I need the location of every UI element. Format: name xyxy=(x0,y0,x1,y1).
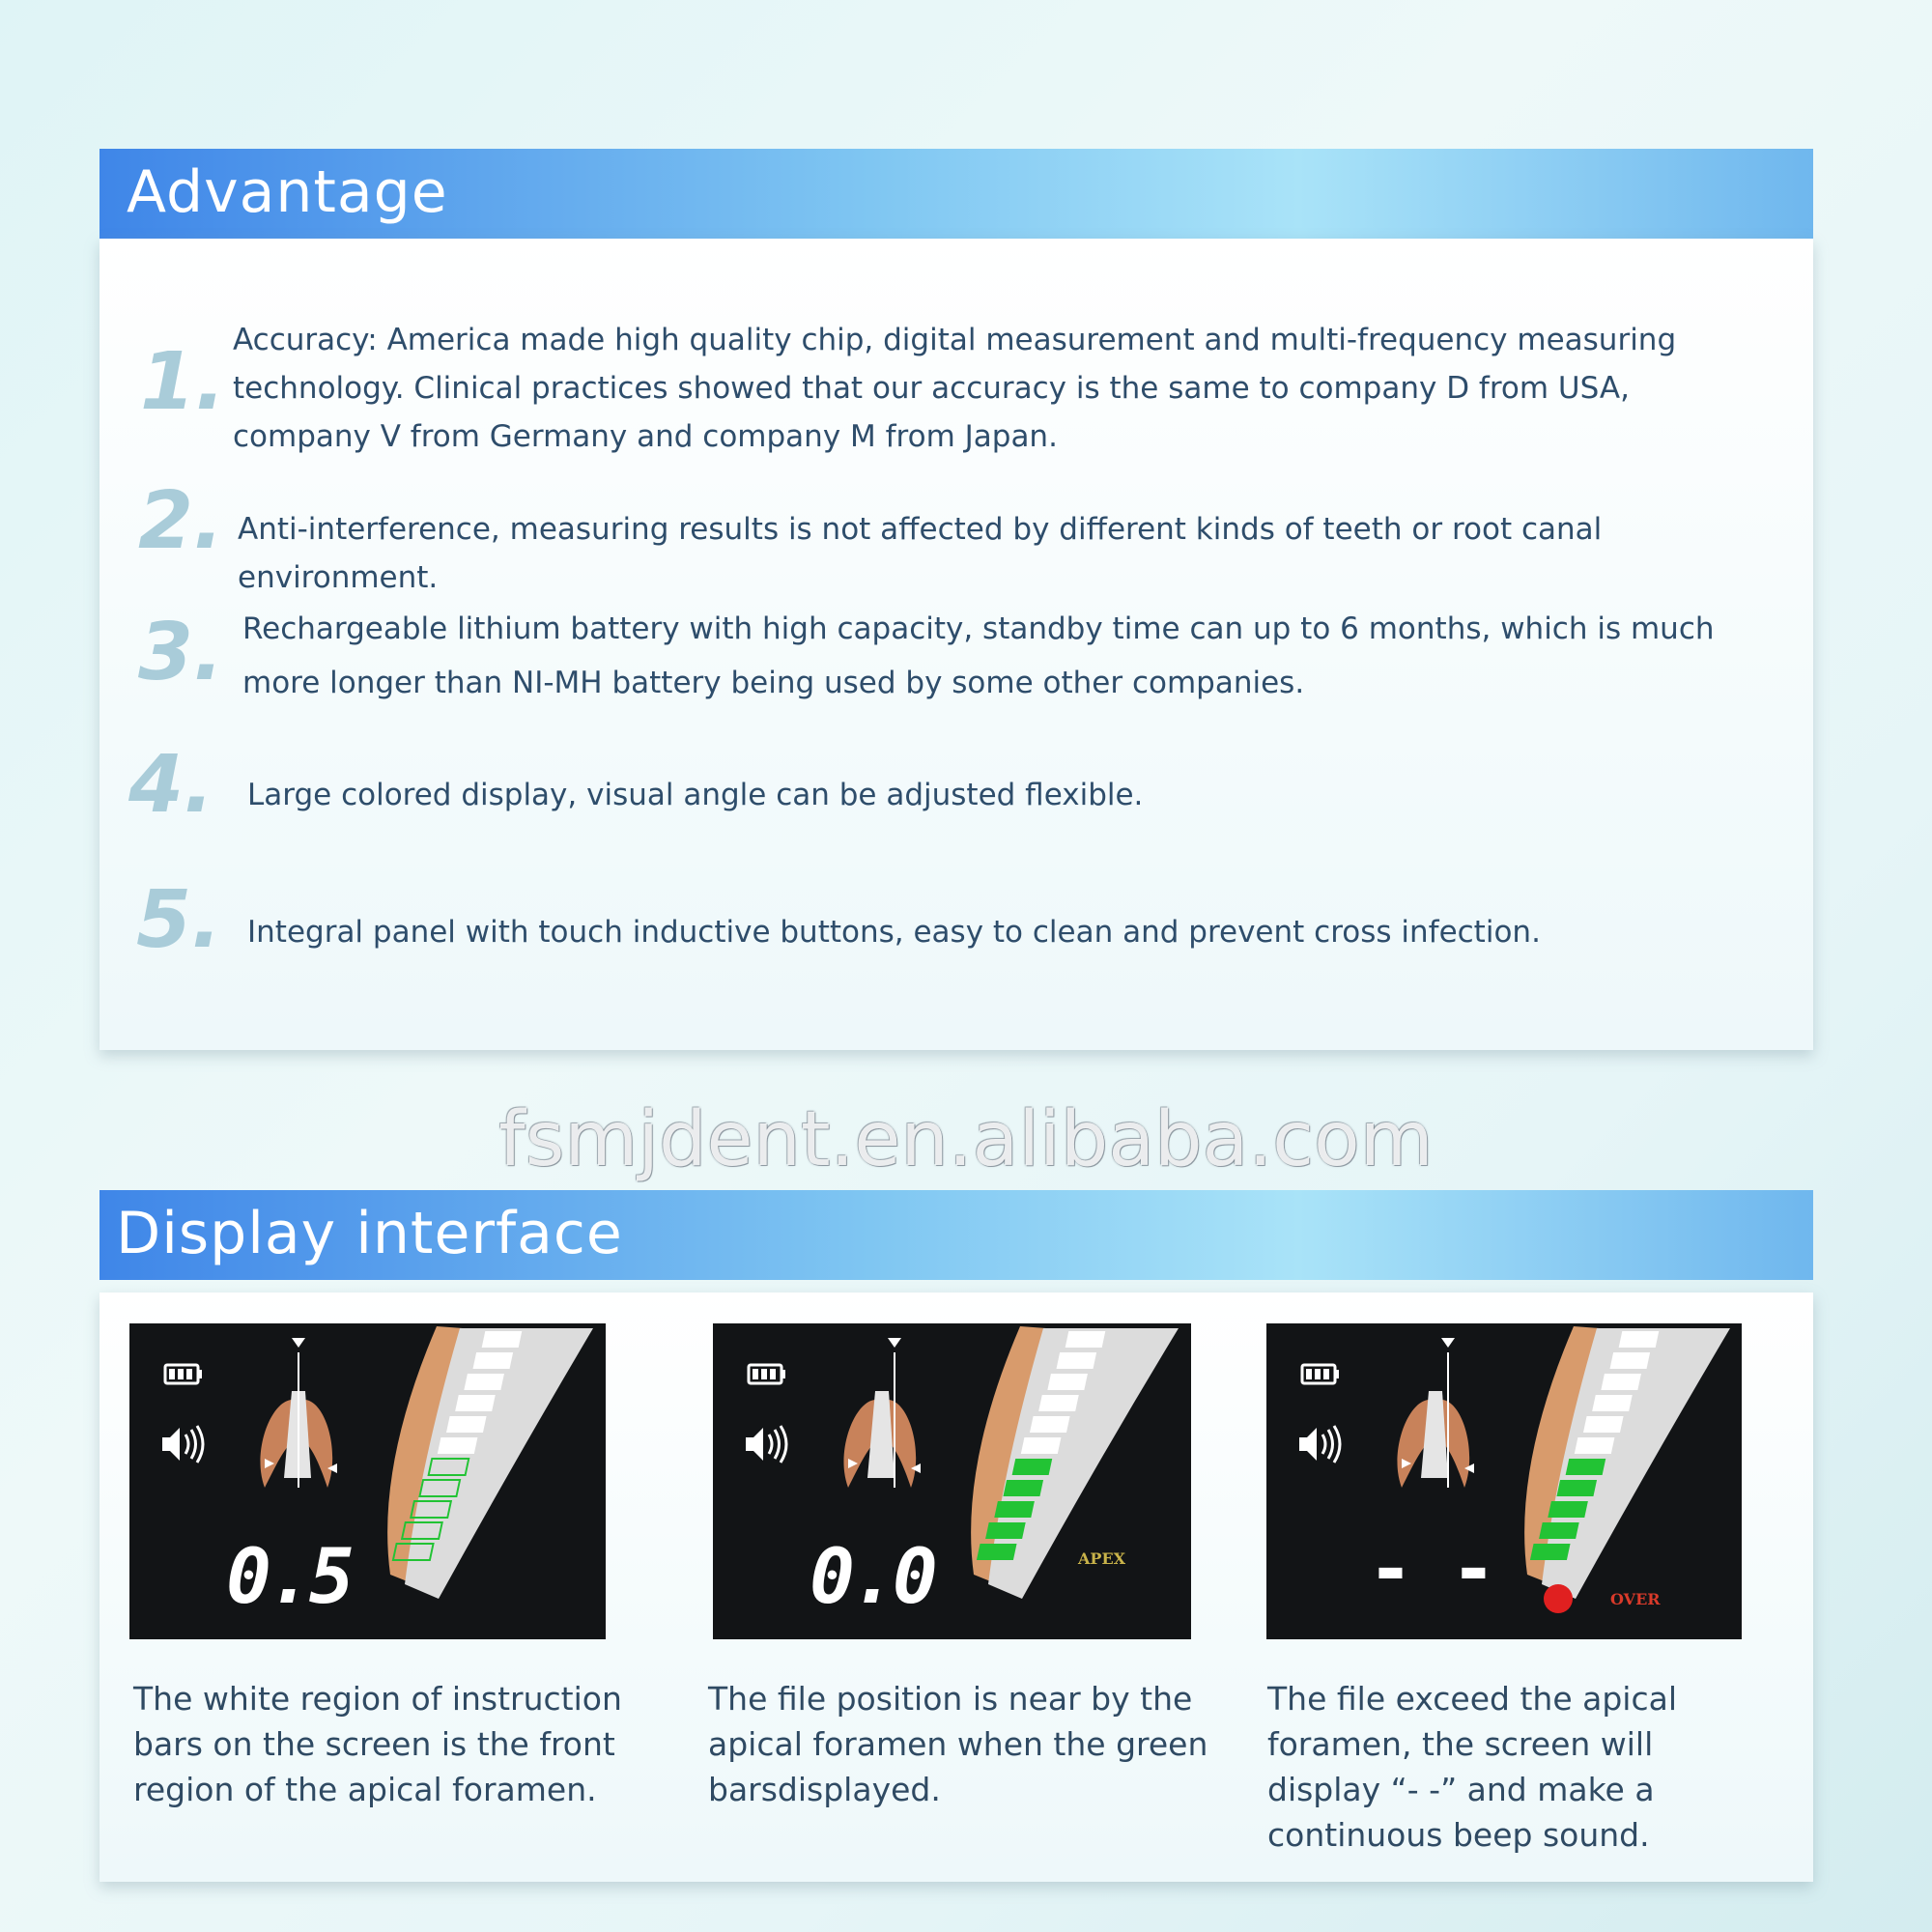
indicator-bar xyxy=(1575,1437,1615,1454)
display-screen-1 xyxy=(129,1323,606,1639)
advantage-header xyxy=(99,149,1813,239)
indicator-bar xyxy=(1530,1544,1571,1560)
display-header xyxy=(99,1190,1813,1280)
indicator-bar xyxy=(473,1352,514,1369)
indicator-bar xyxy=(1003,1480,1043,1496)
advantage-title: Advantage xyxy=(127,158,448,226)
indicator-bar xyxy=(1566,1459,1606,1475)
caption-2: The file position is near by the apical foramen when the green barsdisplayed. xyxy=(708,1680,1208,1808)
item-text: Anti-interference, measuring results is not affected by different kinds of teeth or root canal environment. xyxy=(238,512,1603,595)
indicator-bar xyxy=(977,1544,1017,1560)
readout-value: 0.5 xyxy=(226,1534,351,1621)
indicator-bar xyxy=(1539,1522,1579,1539)
indicator-bar xyxy=(1619,1331,1660,1348)
battery-icon xyxy=(1302,1365,1339,1383)
item-text: Rechargeable lithium battery with high capacity, standby time can up to 6 months, which is much more longer than NI-MH battery being used by some other companies. xyxy=(242,611,1715,700)
display-screen-2 xyxy=(713,1323,1191,1639)
readout-value: 0.0 xyxy=(810,1534,934,1621)
item-text: Integral panel with touch inductive buttons, easy to clean and prevent cross infection. xyxy=(247,915,1541,950)
tooth-icon xyxy=(1397,1338,1474,1488)
tooth-icon xyxy=(843,1338,921,1488)
battery-icon xyxy=(165,1365,202,1383)
indicator-bar xyxy=(438,1437,478,1454)
indicator-bar xyxy=(1047,1374,1088,1390)
indicator-bar xyxy=(1556,1480,1597,1496)
over-indicator-dot xyxy=(1544,1584,1573,1613)
caption-3: The file exceed the apical foramen, the screen will display “- -” and make a continuous beep sound. xyxy=(1267,1680,1677,1854)
indicator-bar xyxy=(1548,1501,1588,1518)
item-number: 3. xyxy=(138,607,224,698)
screen-graphics xyxy=(713,1323,1191,1639)
readout-value: - - xyxy=(1368,1526,1492,1613)
screen-graphics xyxy=(129,1323,606,1639)
item-number: 5. xyxy=(136,874,222,966)
over-label: OVER xyxy=(1610,1590,1661,1608)
indicator-bar xyxy=(1601,1374,1641,1390)
indicator-bar xyxy=(1030,1416,1070,1433)
indicator-bar xyxy=(985,1522,1026,1539)
speaker-icon xyxy=(1299,1426,1340,1463)
display-title: Display interface xyxy=(116,1200,623,1267)
screen-graphics xyxy=(1266,1323,1742,1639)
indicator-bar xyxy=(446,1416,487,1433)
item-number: 1. xyxy=(140,336,226,428)
tooth-icon xyxy=(260,1338,337,1488)
indicator-bar xyxy=(1038,1395,1079,1411)
battery-icon xyxy=(749,1365,785,1383)
item-number: 2. xyxy=(138,475,224,567)
item-text: Large colored display, visual angle can be adjusted flexible. xyxy=(247,778,1144,812)
display-screen-3 xyxy=(1266,1323,1742,1639)
indicator-bar xyxy=(1012,1459,1053,1475)
item-number: 4. xyxy=(128,739,214,831)
speaker-icon xyxy=(162,1426,203,1463)
indicator-bar xyxy=(1583,1416,1624,1433)
indicator-bar xyxy=(482,1331,523,1348)
indicator-bar xyxy=(1065,1331,1106,1348)
indicator-bar xyxy=(994,1501,1035,1518)
indicator-bar xyxy=(1021,1437,1062,1454)
speaker-icon xyxy=(746,1426,786,1463)
indicator-bar xyxy=(464,1374,504,1390)
indicator-bar xyxy=(455,1395,496,1411)
indicator-bar xyxy=(1610,1352,1651,1369)
watermark: fsmjdent.en.alibaba.com xyxy=(498,1096,1434,1183)
caption-1: The white region of instruction bars on the screen is the front region of the apical foramen. xyxy=(133,1680,622,1808)
advantage-panel xyxy=(99,239,1813,1050)
indicator-bar xyxy=(1057,1352,1097,1369)
apex-label: APEX xyxy=(1078,1549,1126,1568)
indicator-bar xyxy=(1592,1395,1633,1411)
item-text: Accuracy: America made high quality chip, digital measurement and multi-frequency measuring technology. Clinical practices showed that our accuracy is the same to company D from USA, company V from Germany and company M from Japan. xyxy=(233,323,1677,454)
